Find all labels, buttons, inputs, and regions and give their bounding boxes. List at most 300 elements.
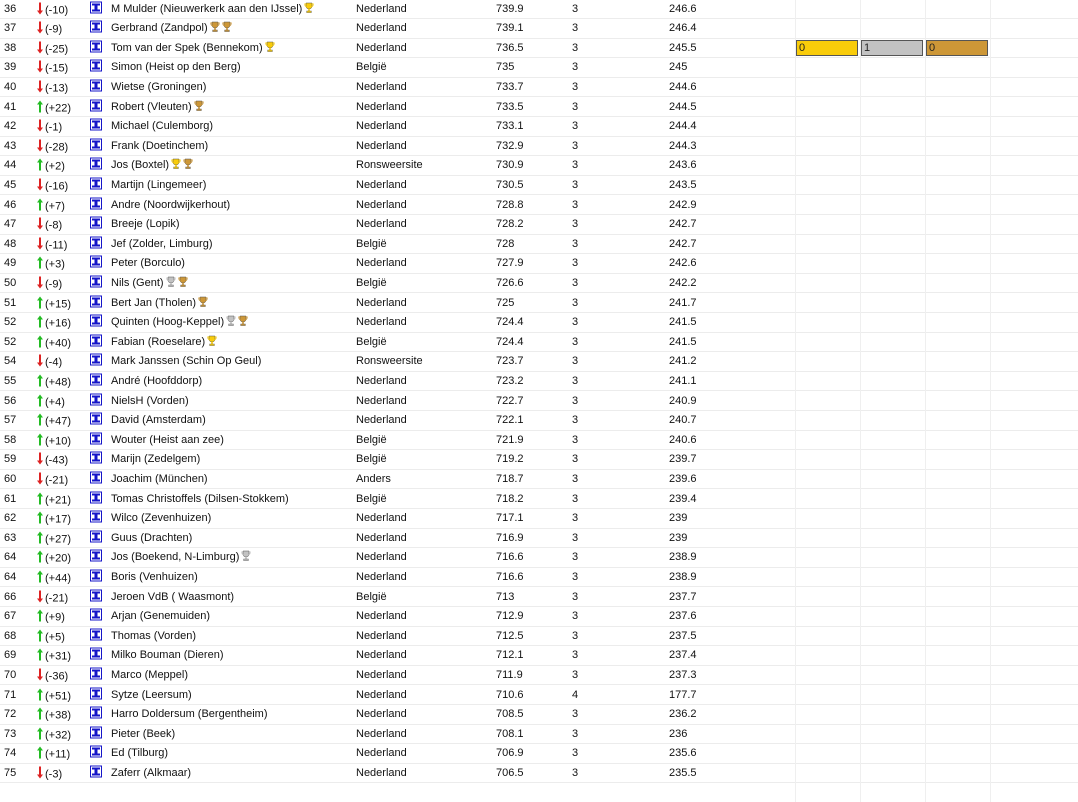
score-cell: 719.2 bbox=[496, 453, 524, 466]
player-name[interactable] bbox=[111, 649, 223, 661]
position-change bbox=[36, 275, 62, 290]
team-icon[interactable] bbox=[90, 295, 102, 310]
change-value: (+38) bbox=[45, 709, 71, 722]
table-row[interactable] bbox=[0, 744, 1078, 764]
table-row[interactable] bbox=[0, 587, 1078, 607]
trophy-gold-icon bbox=[304, 2, 314, 16]
table-row[interactable] bbox=[0, 705, 1078, 725]
player-name[interactable] bbox=[111, 669, 188, 681]
position-change bbox=[36, 315, 71, 330]
team-icon[interactable] bbox=[90, 79, 102, 94]
team-icon[interactable] bbox=[90, 393, 102, 408]
score-cell: 730.5 bbox=[496, 178, 524, 191]
rank-cell: 67 bbox=[4, 610, 17, 623]
table-row[interactable] bbox=[0, 665, 1078, 685]
player-name-text[interactable]: Zaferr (Alkmaar) bbox=[111, 766, 192, 779]
player-name-text[interactable]: Wietse (Groningen) bbox=[111, 80, 207, 93]
player-name[interactable] bbox=[111, 61, 241, 73]
position-change bbox=[36, 471, 68, 486]
rank-cell: 57 bbox=[4, 414, 17, 427]
position-change bbox=[36, 550, 71, 565]
trophy-silver-icon bbox=[166, 276, 176, 290]
average-cell: 245 bbox=[669, 61, 688, 74]
team-icon[interactable] bbox=[90, 197, 102, 212]
table-row[interactable] bbox=[0, 175, 1078, 195]
arrow-down-icon bbox=[36, 455, 45, 467]
games-cell: 3 bbox=[572, 747, 579, 760]
score-cell: 706.5 bbox=[496, 766, 524, 779]
table-row[interactable] bbox=[0, 156, 1078, 176]
player-name[interactable] bbox=[111, 257, 185, 269]
arrow-up-icon bbox=[36, 553, 45, 565]
arrow-up-icon bbox=[36, 572, 45, 584]
team-icon[interactable] bbox=[90, 765, 102, 780]
table-row[interactable] bbox=[0, 38, 1078, 58]
country-cell: Nederland bbox=[356, 198, 407, 211]
team-icon[interactable] bbox=[90, 687, 102, 702]
average-cell: 237.7 bbox=[669, 590, 697, 603]
team-icon[interactable] bbox=[90, 726, 102, 741]
player-name[interactable] bbox=[111, 315, 248, 329]
games-cell: 3 bbox=[572, 472, 579, 485]
table-row[interactable] bbox=[0, 254, 1078, 274]
arrow-up-icon bbox=[36, 102, 45, 114]
change-value: (-21) bbox=[45, 474, 69, 487]
team-icon[interactable] bbox=[90, 511, 102, 526]
change-value: (-16) bbox=[45, 180, 69, 193]
arrow-up-icon bbox=[36, 729, 45, 741]
arrow-up-icon bbox=[36, 200, 45, 212]
change-value: (-21) bbox=[45, 592, 69, 604]
score-cell: 716.6 bbox=[496, 551, 524, 564]
team-icon[interactable] bbox=[90, 60, 102, 75]
change-value: (-8) bbox=[45, 219, 63, 232]
rank-cell: 73 bbox=[4, 727, 17, 740]
change-value: (+27) bbox=[45, 533, 71, 546]
rank-cell: 36 bbox=[4, 2, 17, 15]
team-icon[interactable] bbox=[90, 667, 102, 682]
table-row[interactable] bbox=[0, 195, 1078, 215]
position-change bbox=[36, 373, 71, 388]
team-icon[interactable] bbox=[90, 275, 102, 290]
country-cell: Nederland bbox=[356, 747, 407, 760]
table-row[interactable] bbox=[0, 646, 1078, 666]
average-cell: 240.9 bbox=[669, 394, 697, 407]
player-name-text[interactable]: Fabian (Roeselare) bbox=[111, 335, 206, 348]
player-name[interactable] bbox=[111, 591, 234, 603]
team-icon[interactable] bbox=[90, 628, 102, 643]
score-cell: 716.6 bbox=[496, 570, 524, 583]
table-row[interactable] bbox=[0, 489, 1078, 509]
team-icon[interactable] bbox=[90, 589, 102, 604]
games-cell: 3 bbox=[572, 492, 579, 505]
trophy-gold-icon bbox=[265, 41, 275, 55]
player-name-text[interactable]: M Mulder (Nieuwerkerk aan den IJssel) bbox=[111, 2, 303, 15]
table-row[interactable] bbox=[0, 97, 1078, 117]
player-name-text[interactable]: Nils (Gent) bbox=[111, 276, 164, 289]
change-value: (-9) bbox=[45, 278, 63, 291]
arrow-down-icon bbox=[36, 82, 45, 94]
position-change bbox=[36, 746, 70, 761]
table-row[interactable] bbox=[0, 724, 1078, 744]
player-name[interactable] bbox=[111, 728, 175, 740]
score-cell: 732.9 bbox=[496, 139, 524, 152]
average-cell: 235.5 bbox=[669, 766, 697, 779]
player-name[interactable] bbox=[111, 158, 193, 172]
rank-cell: 69 bbox=[4, 649, 17, 662]
team-icon[interactable] bbox=[90, 530, 102, 545]
team-icon[interactable] bbox=[90, 413, 102, 428]
player-name-text[interactable]: Mark Janssen (Schin Op Geul) bbox=[111, 355, 262, 368]
games-cell: 3 bbox=[572, 296, 579, 309]
team-icon[interactable] bbox=[90, 40, 102, 55]
score-cell: 708.1 bbox=[496, 727, 524, 740]
score-cell: 717.1 bbox=[496, 512, 524, 525]
player-name-text[interactable]: Marijn (Zedelgem) bbox=[111, 453, 201, 466]
team-icon[interactable] bbox=[90, 21, 102, 36]
player-name-text[interactable]: Sytze (Leersum) bbox=[111, 688, 192, 701]
player-name[interactable] bbox=[111, 41, 275, 55]
games-cell: 3 bbox=[572, 374, 579, 387]
country-cell: Nederland bbox=[356, 139, 407, 152]
change-value: (-9) bbox=[45, 23, 63, 36]
arrow-up-icon bbox=[36, 710, 45, 722]
position-change bbox=[36, 119, 62, 134]
player-name-text[interactable]: Peter (Borculo) bbox=[111, 257, 185, 270]
arrow-up-icon bbox=[36, 161, 45, 173]
player-name[interactable] bbox=[111, 473, 208, 485]
score-cell: 718.7 bbox=[496, 472, 524, 485]
table-row[interactable] bbox=[0, 430, 1078, 450]
games-cell: 3 bbox=[572, 159, 579, 172]
team-icon[interactable] bbox=[90, 707, 102, 722]
player-name-text[interactable]: Guus (Drachten) bbox=[111, 531, 193, 544]
average-cell: 242.2 bbox=[669, 276, 697, 289]
table-row[interactable] bbox=[0, 607, 1078, 627]
player-name-text[interactable]: Michael (Culemborg) bbox=[111, 120, 214, 133]
rank-cell: 50 bbox=[4, 276, 17, 289]
team-icon[interactable] bbox=[90, 236, 102, 251]
player-name[interactable] bbox=[111, 276, 188, 290]
player-name[interactable] bbox=[111, 375, 202, 387]
player-name[interactable] bbox=[111, 747, 168, 759]
team-icon[interactable] bbox=[90, 256, 102, 271]
position-change bbox=[36, 628, 65, 643]
team-icon[interactable] bbox=[90, 217, 102, 232]
player-name-text[interactable]: Wilco (Zevenhuizen) bbox=[111, 512, 212, 525]
team-icon[interactable] bbox=[90, 648, 102, 663]
position-change bbox=[36, 432, 71, 447]
score-cell: 708.5 bbox=[496, 708, 524, 721]
score-cell: 728.2 bbox=[496, 218, 524, 231]
player-name-text[interactable]: Tom van der Spek (Bennekom) bbox=[111, 41, 263, 54]
team-icon[interactable] bbox=[90, 471, 102, 486]
games-cell: 3 bbox=[572, 257, 579, 270]
games-cell: 3 bbox=[572, 512, 579, 525]
change-value: (-36) bbox=[45, 670, 69, 683]
trophy-bronze-icon bbox=[238, 315, 248, 329]
score-cell: 723.2 bbox=[496, 374, 524, 387]
table-row[interactable] bbox=[0, 450, 1078, 470]
table-row[interactable] bbox=[0, 685, 1078, 705]
team-icon[interactable] bbox=[90, 452, 102, 467]
player-name-text[interactable]: Thomas (Vorden) bbox=[111, 629, 196, 642]
player-name-text[interactable]: Wouter (Heist aan zee) bbox=[111, 433, 224, 446]
player-name-text[interactable]: Joachim (München) bbox=[111, 472, 208, 485]
player-name-text[interactable]: Jos (Boxtel) bbox=[111, 159, 170, 172]
trophy-gold-icon bbox=[207, 335, 217, 349]
change-value: (+17) bbox=[45, 513, 71, 526]
country-cell: Nederland bbox=[356, 296, 407, 309]
player-name[interactable] bbox=[111, 21, 232, 35]
position-change bbox=[36, 40, 68, 55]
player-name[interactable] bbox=[111, 610, 210, 622]
country-cell: Nederland bbox=[356, 80, 407, 93]
player-name[interactable] bbox=[111, 767, 191, 779]
team-icon[interactable] bbox=[90, 334, 102, 349]
change-value: (-11) bbox=[45, 239, 68, 252]
team-icon[interactable] bbox=[90, 119, 102, 134]
player-name[interactable] bbox=[111, 335, 217, 349]
team-icon[interactable] bbox=[90, 569, 102, 584]
score-cell: 724.4 bbox=[496, 316, 524, 329]
player-name-text[interactable]: Marco (Meppel) bbox=[111, 668, 189, 681]
country-cell: Nederland bbox=[356, 727, 407, 740]
rank-cell: 48 bbox=[4, 237, 17, 250]
position-change bbox=[36, 452, 68, 467]
team-icon[interactable] bbox=[90, 138, 102, 153]
table-row[interactable] bbox=[0, 469, 1078, 489]
player-name[interactable] bbox=[111, 238, 212, 250]
average-cell: 244.5 bbox=[669, 100, 697, 113]
arrow-up-icon bbox=[36, 533, 45, 545]
player-name-text[interactable]: Arjan (Genemuiden) bbox=[111, 610, 211, 623]
player-name-text[interactable]: Andre (Noordwijkerhout) bbox=[111, 198, 231, 211]
player-name-text[interactable]: Pieter (Beek) bbox=[111, 727, 176, 740]
team-icon[interactable] bbox=[90, 432, 102, 447]
player-name[interactable] bbox=[111, 120, 213, 132]
score-cell: 730.9 bbox=[496, 159, 524, 172]
average-cell: 244.3 bbox=[669, 139, 697, 152]
player-name[interactable] bbox=[111, 434, 224, 446]
position-change bbox=[36, 413, 71, 428]
table-row[interactable] bbox=[0, 273, 1078, 293]
player-name[interactable] bbox=[111, 689, 192, 701]
arrow-up-icon bbox=[36, 612, 45, 624]
arrow-down-icon bbox=[36, 592, 45, 604]
table-row[interactable] bbox=[0, 313, 1078, 333]
arrow-down-icon bbox=[36, 670, 45, 682]
player-name-text[interactable]: Ed (Tilburg) bbox=[111, 747, 169, 760]
position-change bbox=[36, 707, 71, 722]
player-name-text[interactable]: Milko Bouman (Dieren) bbox=[111, 649, 224, 662]
player-name[interactable] bbox=[111, 708, 268, 720]
team-icon[interactable] bbox=[90, 373, 102, 388]
change-value: (+5) bbox=[45, 631, 65, 644]
arrow-down-icon bbox=[36, 357, 45, 369]
table-row[interactable] bbox=[0, 58, 1078, 78]
table-row[interactable] bbox=[0, 567, 1078, 587]
change-value: (-13) bbox=[45, 82, 69, 95]
rank-cell: 40 bbox=[4, 80, 17, 93]
games-cell: 3 bbox=[572, 2, 579, 15]
average-cell: 242.6 bbox=[669, 257, 697, 270]
player-name-text[interactable]: Jos (Boekend, N-Limburg) bbox=[111, 551, 240, 564]
score-cell: 736.5 bbox=[496, 41, 524, 54]
rank-cell: 63 bbox=[4, 531, 17, 544]
change-value: (+20) bbox=[45, 552, 71, 565]
player-name-text[interactable]: Jeroen VdB ( Waasmont) bbox=[111, 590, 235, 603]
position-change bbox=[36, 491, 71, 506]
average-cell: 177.7 bbox=[669, 688, 697, 701]
player-name-text[interactable]: Breeje (Lopik) bbox=[111, 218, 180, 231]
table-row[interactable] bbox=[0, 528, 1078, 548]
average-cell: 241.5 bbox=[669, 335, 697, 348]
arrow-down-icon bbox=[36, 474, 45, 486]
team-icon[interactable] bbox=[90, 746, 102, 761]
arrow-up-icon bbox=[36, 318, 45, 330]
player-name[interactable] bbox=[111, 81, 206, 93]
average-cell: 245.5 bbox=[669, 41, 697, 54]
team-icon[interactable] bbox=[90, 354, 102, 369]
player-name-text[interactable]: Robert (Vleuten) bbox=[111, 100, 192, 113]
player-name-text[interactable]: Boris (Venhuizen) bbox=[111, 570, 198, 583]
player-name-text[interactable]: André (Hoofddorp) bbox=[111, 374, 203, 387]
player-name-text[interactable]: Jef (Zolder, Limburg) bbox=[111, 237, 213, 250]
player-name[interactable] bbox=[111, 100, 204, 114]
average-cell: 236.2 bbox=[669, 708, 697, 721]
table-row[interactable] bbox=[0, 391, 1078, 411]
player-name[interactable] bbox=[111, 453, 200, 465]
trophy-silver-icon bbox=[241, 550, 251, 564]
arrow-down-icon bbox=[36, 220, 45, 232]
rank-cell: 55 bbox=[4, 374, 17, 387]
player-name-text[interactable]: Quinten (Hoog-Keppel) bbox=[111, 316, 225, 329]
player-name[interactable] bbox=[111, 630, 196, 642]
table-row[interactable] bbox=[0, 234, 1078, 254]
rank-cell: 45 bbox=[4, 178, 17, 191]
team-icon[interactable] bbox=[90, 315, 102, 330]
player-name-text[interactable]: NielsH (Vorden) bbox=[111, 394, 189, 407]
player-name[interactable] bbox=[111, 493, 289, 505]
player-name[interactable] bbox=[111, 512, 211, 524]
player-name[interactable] bbox=[111, 571, 198, 583]
team-icon[interactable] bbox=[90, 609, 102, 624]
player-name[interactable] bbox=[111, 550, 251, 564]
games-cell: 3 bbox=[572, 531, 579, 544]
player-name-text[interactable]: Simon (Heist op den Berg) bbox=[111, 61, 241, 74]
silver-medal-count: 1 bbox=[861, 40, 923, 56]
table-row[interactable] bbox=[0, 411, 1078, 431]
change-value: (-4) bbox=[45, 356, 63, 369]
player-name[interactable] bbox=[111, 355, 261, 367]
position-change bbox=[36, 393, 65, 408]
table-row[interactable] bbox=[0, 371, 1078, 391]
player-name-text[interactable]: David (Amsterdam) bbox=[111, 414, 206, 427]
country-cell: België bbox=[356, 335, 387, 348]
games-cell: 3 bbox=[572, 766, 579, 779]
table-row[interactable] bbox=[0, 509, 1078, 529]
change-value: (-3) bbox=[45, 768, 63, 781]
player-name-text[interactable]: Harro Doldersum (Bergentheim) bbox=[111, 708, 268, 721]
rank-cell: 51 bbox=[4, 296, 17, 309]
player-name[interactable] bbox=[111, 532, 192, 544]
table-row[interactable] bbox=[0, 77, 1078, 97]
score-cell: 723.7 bbox=[496, 355, 524, 368]
games-cell: 3 bbox=[572, 394, 579, 407]
score-cell: 718.2 bbox=[496, 492, 524, 505]
trophy-silver-icon bbox=[226, 315, 236, 329]
country-cell: Nederland bbox=[356, 374, 407, 387]
table-row[interactable] bbox=[0, 136, 1078, 156]
average-cell: 239.4 bbox=[669, 492, 697, 505]
team-icon[interactable] bbox=[90, 1, 102, 16]
games-cell: 3 bbox=[572, 570, 579, 583]
player-name-text[interactable]: Bert Jan (Tholen) bbox=[111, 296, 196, 309]
table-row[interactable] bbox=[0, 0, 1078, 19]
player-name[interactable] bbox=[111, 199, 230, 211]
table-row[interactable] bbox=[0, 352, 1078, 372]
score-cell: 725 bbox=[496, 296, 515, 309]
table-row[interactable] bbox=[0, 19, 1078, 39]
country-cell: België bbox=[356, 61, 387, 74]
player-name-text[interactable]: Gerbrand (Zandpol) bbox=[111, 22, 208, 35]
player-name-text[interactable]: Martijn (Lingemeer) bbox=[111, 178, 207, 191]
team-icon[interactable] bbox=[90, 550, 102, 565]
player-name[interactable] bbox=[111, 296, 208, 310]
table-row[interactable] bbox=[0, 626, 1078, 646]
table-row[interactable] bbox=[0, 332, 1078, 352]
player-name[interactable] bbox=[111, 2, 314, 16]
score-cell: 733.5 bbox=[496, 100, 524, 113]
table-row[interactable] bbox=[0, 293, 1078, 313]
team-icon[interactable] bbox=[90, 158, 102, 173]
player-name[interactable] bbox=[111, 218, 179, 230]
team-icon[interactable] bbox=[90, 491, 102, 506]
rank-cell: 68 bbox=[4, 629, 17, 642]
team-icon[interactable] bbox=[90, 177, 102, 192]
country-cell: België bbox=[356, 276, 387, 289]
games-cell: 3 bbox=[572, 355, 579, 368]
player-name[interactable] bbox=[111, 140, 208, 152]
player-name-text[interactable]: Tomas Christoffels (Dilsen-Stokkem) bbox=[111, 492, 289, 505]
position-change bbox=[36, 530, 71, 545]
table-row[interactable] bbox=[0, 548, 1078, 568]
table-row[interactable] bbox=[0, 763, 1078, 783]
country-cell: Nederland bbox=[356, 668, 407, 681]
arrow-up-icon bbox=[36, 376, 45, 388]
player-name[interactable] bbox=[111, 395, 189, 407]
arrow-up-icon bbox=[36, 514, 45, 526]
player-name[interactable] bbox=[111, 414, 206, 426]
games-cell: 3 bbox=[572, 629, 579, 642]
change-value: (+3) bbox=[45, 258, 65, 271]
table-row[interactable] bbox=[0, 117, 1078, 137]
rank-cell: 49 bbox=[4, 257, 17, 270]
player-name-text[interactable]: Frank (Doetinchem) bbox=[111, 139, 209, 152]
change-value: (-1) bbox=[45, 121, 63, 134]
table-row[interactable] bbox=[0, 215, 1078, 235]
position-change bbox=[36, 354, 62, 369]
player-name[interactable] bbox=[111, 179, 206, 191]
change-value: (+4) bbox=[45, 396, 65, 408]
rank-cell: 54 bbox=[4, 355, 17, 368]
arrow-up-icon bbox=[36, 749, 45, 761]
trophy-gold-icon bbox=[171, 158, 181, 172]
average-cell: 241.5 bbox=[669, 316, 697, 329]
change-value: (+16) bbox=[45, 317, 71, 330]
team-icon[interactable] bbox=[90, 99, 102, 114]
